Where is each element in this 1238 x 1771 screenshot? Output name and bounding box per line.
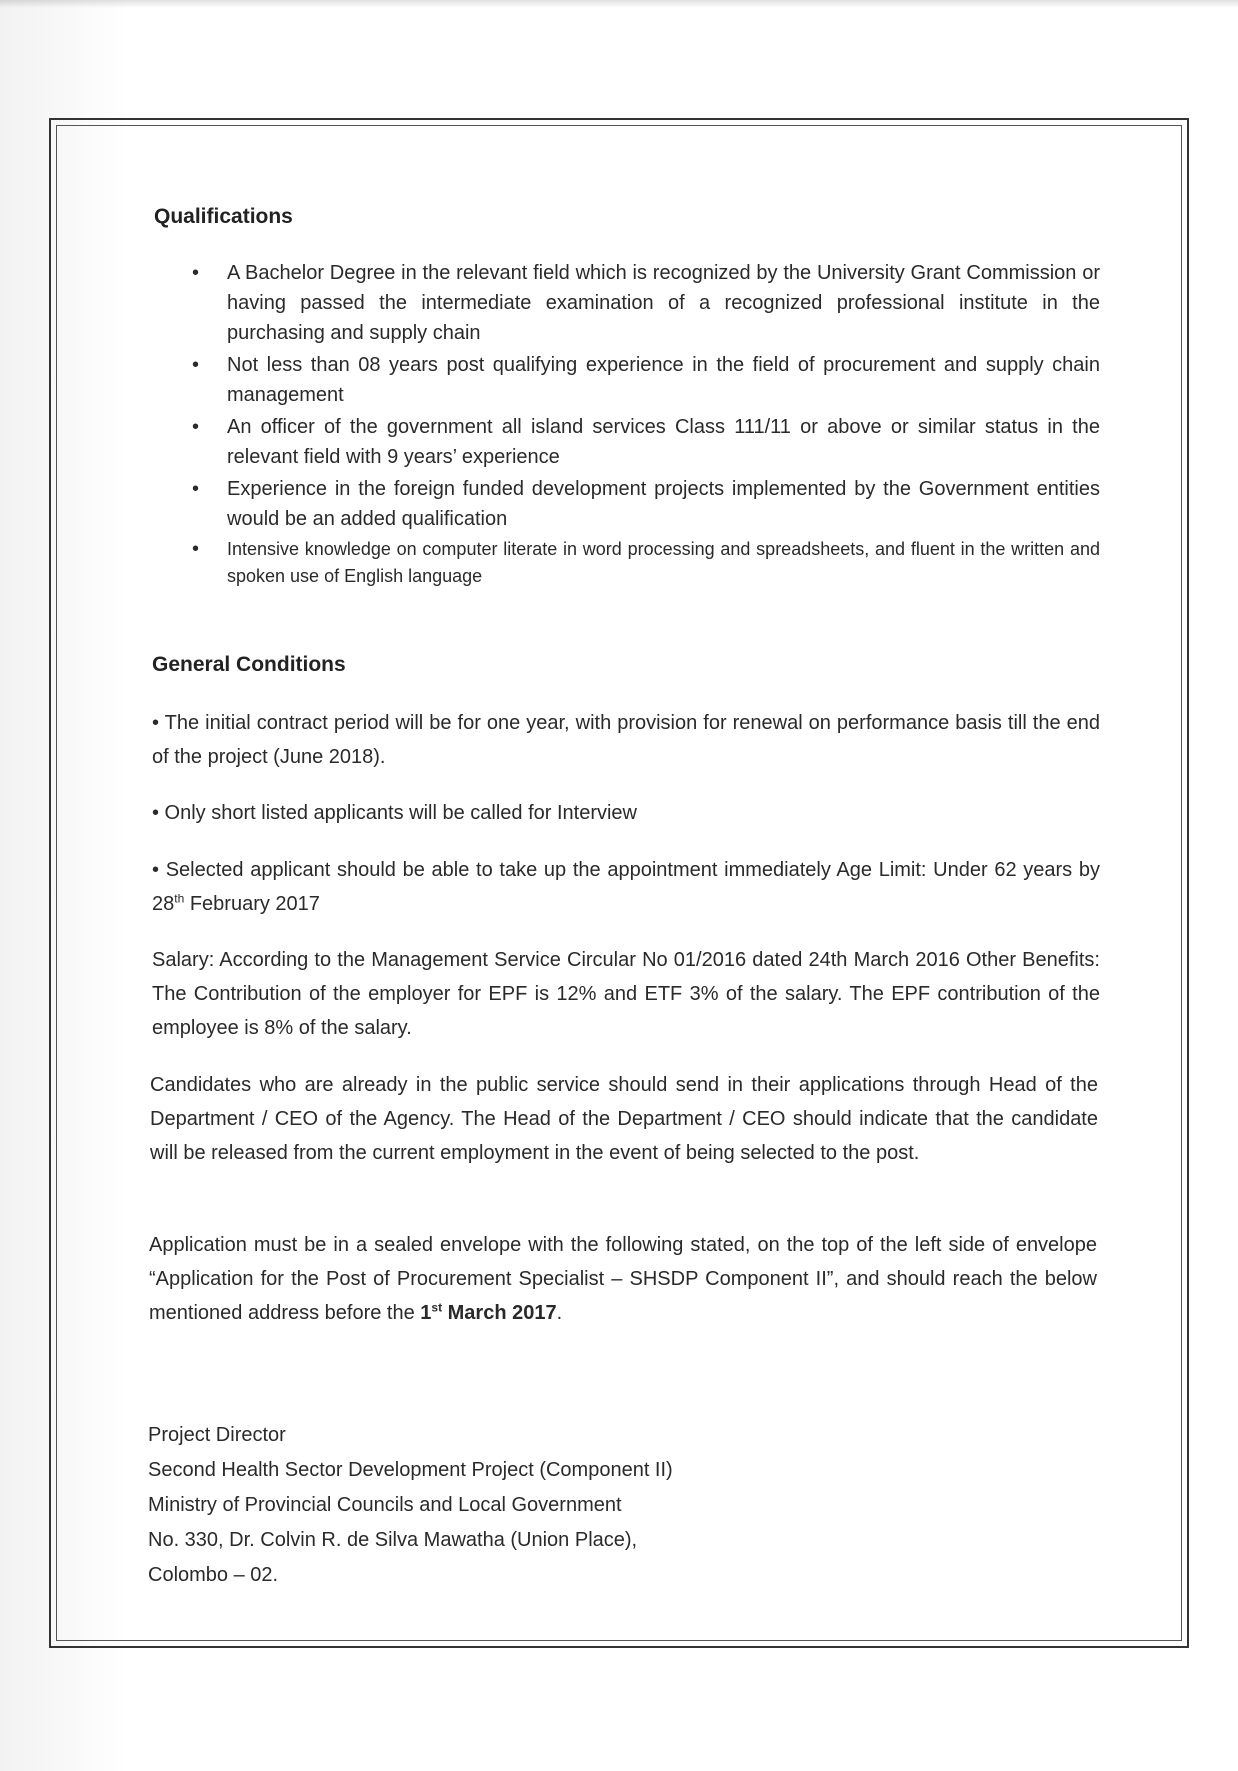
bullet-icon: • [192,262,200,284]
age-limit-text: • Selected applicant should be able to take up the appointment immediately Age Limit: Under 62 years by 28 [152,859,1100,915]
mailing-address [148,1418,673,1593]
list-item [190,350,1100,410]
address-line: Second Health Sector Development Project (Component II) [148,1459,673,1481]
condition-shortlist: • Only short listed applicants will be called for Interview [152,802,637,824]
ordinal-suffix: st [431,1300,443,1315]
age-limit-date: February 2017 [184,893,320,915]
address-line: No. 330, Dr. Colvin R. de Silva Mawatha (Union Place), [148,1529,638,1551]
deadline-month-year: March 2017 [442,1302,557,1324]
deadline-date [420,1302,556,1324]
list-item-text: An officer of the government all island services Class 111/11 or above or similar status in the relevant field with 9 years’ experience [227,416,1100,468]
qualifications-heading: Qualifications [154,205,293,228]
condition-age-limit [152,853,1100,921]
scan-top-shading [0,0,1238,8]
address-line: Ministry of Provincial Councils and Local Government [148,1494,622,1516]
general-conditions-heading: General Conditions [152,653,346,676]
ordinal-suffix: th [174,891,185,906]
list-item [190,412,1100,472]
bullet-icon: • [192,538,200,560]
sentence-end: . [556,1302,563,1324]
salary-paragraph: Salary: According to the Management Service Circular No 01/2016 dated 24th March 2016 Other Benefits: The Contribution of the employer for EPF is 12% and ETF 3% of the salary. The EPF contribution of the employee is 8% of the salary. [152,949,1100,1039]
application-paragraph [149,1228,1097,1330]
bullet-icon: • [192,416,200,438]
bullet-icon: • [192,354,200,376]
qualifications-list [190,258,1100,592]
list-item [190,474,1100,534]
public-service-paragraph: Candidates who are already in the public service should send in their applications through Head of the Department / CEO of the Agency. The Head of the Department / CEO should indicate that the candidate will be released from the current employment in the event of being selected to the post. [150,1074,1098,1164]
application-text: Application must be in a sealed envelope with the following stated, on the top of the left side of envelope “Application for the Post of Procurement Specialist – SHSDP Component II”, and should reach the below mentioned address before the [149,1234,1097,1324]
list-item-text: Intensive knowledge on computer literate in word processing and spreadsheets, and fluent in the written and spoken use of English language [227,539,1100,586]
list-item-text: Not less than 08 years post qualifying experience in the field of procurement and supply chain management [227,354,1100,406]
condition-contract-period: • The initial contract period will be for one year, with provision for renewal on performance basis till the end of the project (June 2018). [152,712,1100,768]
address-line: Colombo – 02. [148,1564,279,1586]
list-item [190,258,1100,348]
list-item-text: Experience in the foreign funded development projects implemented by the Government entities would be an added qualification [227,478,1100,530]
deadline-day: 1 [420,1302,432,1324]
list-item [190,536,1100,590]
bullet-icon: • [192,478,200,500]
address-line: Project Director [148,1424,286,1446]
list-item-text: A Bachelor Degree in the relevant field which is recognized by the University Grant Commission or having passed the intermediate examination of a recognized professional institute in the purchasing and supply chain [227,262,1100,344]
